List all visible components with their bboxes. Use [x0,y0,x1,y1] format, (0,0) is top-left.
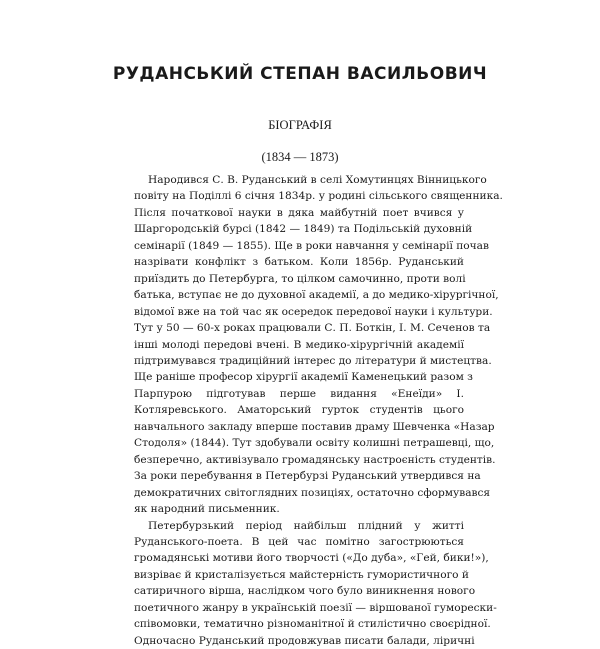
paragraph [134,518,497,649]
section-heading: БІОГРАФІЯ [268,118,332,132]
text-line: сатиричного вірша, наслідком чого було виникнення нового [134,585,476,598]
paragraph [134,172,503,518]
text-line: інші молоді передові вчені. В медико-хірургічній академії [134,338,464,351]
text-line: громадянські мотиви його творчості («До дуба», «Гей, бики!»), [134,552,489,565]
text-line: безперечно, активізувало громадянську настроєність студентів. [134,453,496,466]
text-line: Після початкової науки в дяка майбутній поет вчився у [134,206,464,219]
text-line: назрівати конфлікт з батьком. Коли 1856р. Руданський [134,256,464,269]
text-line: Одночасно Руданський продовжував писати балади, ліричні [134,634,475,647]
text-line: батька, вступає не до духовної академії, а до медико-хірургічної, [134,289,499,302]
text-line: визріває й кристалізується майстерність гумористичного й [134,568,469,581]
text-line: Котляревського. Аматорський гурток студентів цього [134,404,464,417]
text-line: підтримувався традиційний інтерес до літератури й мистецтва. [134,354,492,367]
text-line: Народився С. В. Руданський в селі Хомутинцях Вінницького [148,174,487,186]
text-line: демократичних світоглядних позиціях, остаточно сформувався [134,486,491,499]
text-line: поетичного жанру в українській поезії — віршованої гуморески- [134,601,497,614]
page-title: РУДАНСЬКИЙ СТЕПАН ВАСИЛЬОВИЧ [112,64,488,84]
text-line: Парпурою підготував перше видання «Енеїди» І. [134,387,464,400]
text-line: відомої вже на той час як осередок передової науки і культури. [134,305,493,318]
text-line: як народний письменник. [134,503,280,516]
text-line: Тут у 50 — 60-х роках працювали С. П. Боткін, І. М. Сеченов та [134,322,491,335]
life-years: (1834 — 1873) [261,150,339,164]
text-line: За роки перебування в Петербурзі Руданський утвердився на [134,470,481,483]
text-line: Руданського-поета. В цей час помітно загострюються [134,535,464,548]
text-line: Шаргородській бурсі (1842 — 1849) та Подільській духовній [134,223,473,236]
text-line: семінарії (1849 — 1855). Ще в роки навчання у семінарії почав [134,239,489,252]
text-line: приїздить до Петербурга, то цілком самочинно, проти волі [134,272,466,285]
text-line: Ще раніше професор хірургії академії Каменецький разом з [134,371,473,384]
text-line: навчального закладу вперше поставив драму Шевченка «Назар [134,420,495,433]
text-line: Петербурзький період найбільш плідний у житті [148,519,464,532]
text-line: Стодоля» (1844). Тут здобували освіту колишні петрашевці, що, [134,437,495,450]
biography-text [134,172,503,649]
text-line: повіту на Поділлі 6 січня 1834р. у родині сільського священника. [134,190,503,203]
text-line: співомовки, тематично різноманітної й стилістично своєрідної. [134,618,491,631]
